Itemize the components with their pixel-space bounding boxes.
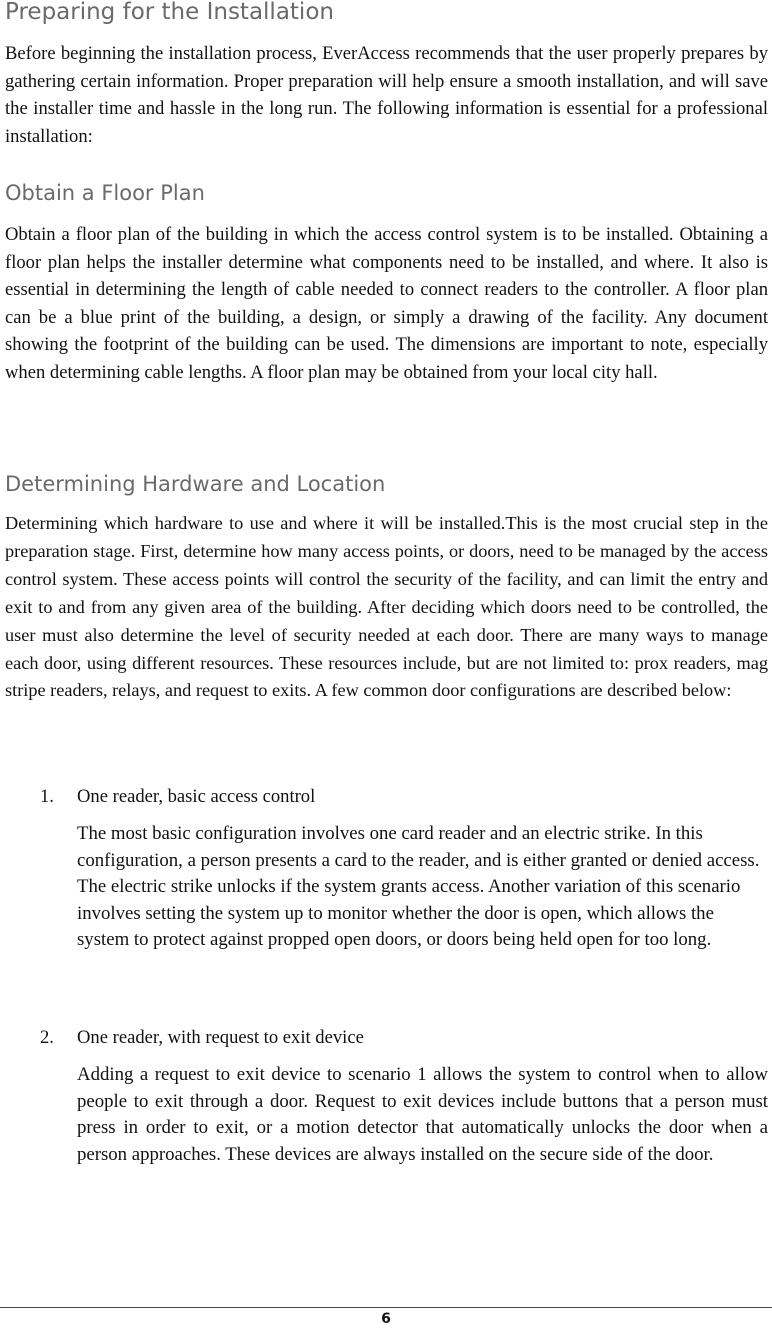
section-heading-floor-plan: Obtain a Floor Plan xyxy=(5,181,205,205)
floor-plan-paragraph: Obtain a floor plan of the building in which the access control system is to be installed. Obtaining a floor plan helps the installer determine what components need to be installed, and where. It also is essential in determining the length of cable needed to connect readers to the controller. A floor plan can be a blue print of the building, a design, or simply a drawing of the facility. Any document showing the footprint of the building can be used. The dimensions are important to note, especially when determining cable lengths. A floor plan may be obtained from your local city hall. xyxy=(5,224,768,383)
list-number: 2. xyxy=(40,1027,54,1048)
configuration-description: Adding a request to exit device to scenario 1 allows the system to control when to allow people to exit through a door. Request to exit devices include buttons that a person must press in order to exit, or a motion detector that automatically unlocks the door when a person approaches. These devices are always installed on the secure side of the door. xyxy=(77,1064,768,1165)
section-heading-hardware: Determining Hardware and Location xyxy=(5,472,386,496)
page-number: 6 xyxy=(381,1311,391,1327)
intro-paragraph: Before beginning the installation process, EverAccess recommends that the user properly prepares by gathering certain information. Proper preparation will help ensure a smooth installation, and will save the installer time and hassle in the long run. The following information is essential for a professional installation: xyxy=(5,43,768,147)
configuration-title: One reader, with request to exit device xyxy=(77,1027,364,1048)
hardware-paragraph: Determining which hardware to use and where it will be installed.This is the most crucial step in the preparation stage. First, determine how many access points, or doors, need to be managed by the access control system. These access points will control the security of the facility, and can limit the entry and exit to and from any given area of the building. After deciding which doors need to be controlled, the user must also determine the level of security needed at each door. There are many ways to manage each door, using different resources. These resources include, but are not limited to: prox readers, mag stripe readers, relays, and request to exits. A few common door configurations are described below: xyxy=(5,513,768,701)
page-heading: Preparing for the Installation xyxy=(5,0,334,25)
configuration-description: The most basic configuration involves one card reader and an electric strike. In this configuration, a person presents a card to the reader, and is either granted or denied access. The electric strike unlocks if the system grants access. Another variation of this scenario involves setting the system up to monitor whether the door is open, which allows the system to protect against propped open doors, or doors being held open for too long. xyxy=(77,823,760,950)
footer-divider xyxy=(0,1307,772,1308)
configuration-title: One reader, basic access control xyxy=(77,786,316,807)
list-number: 1. xyxy=(40,786,54,807)
